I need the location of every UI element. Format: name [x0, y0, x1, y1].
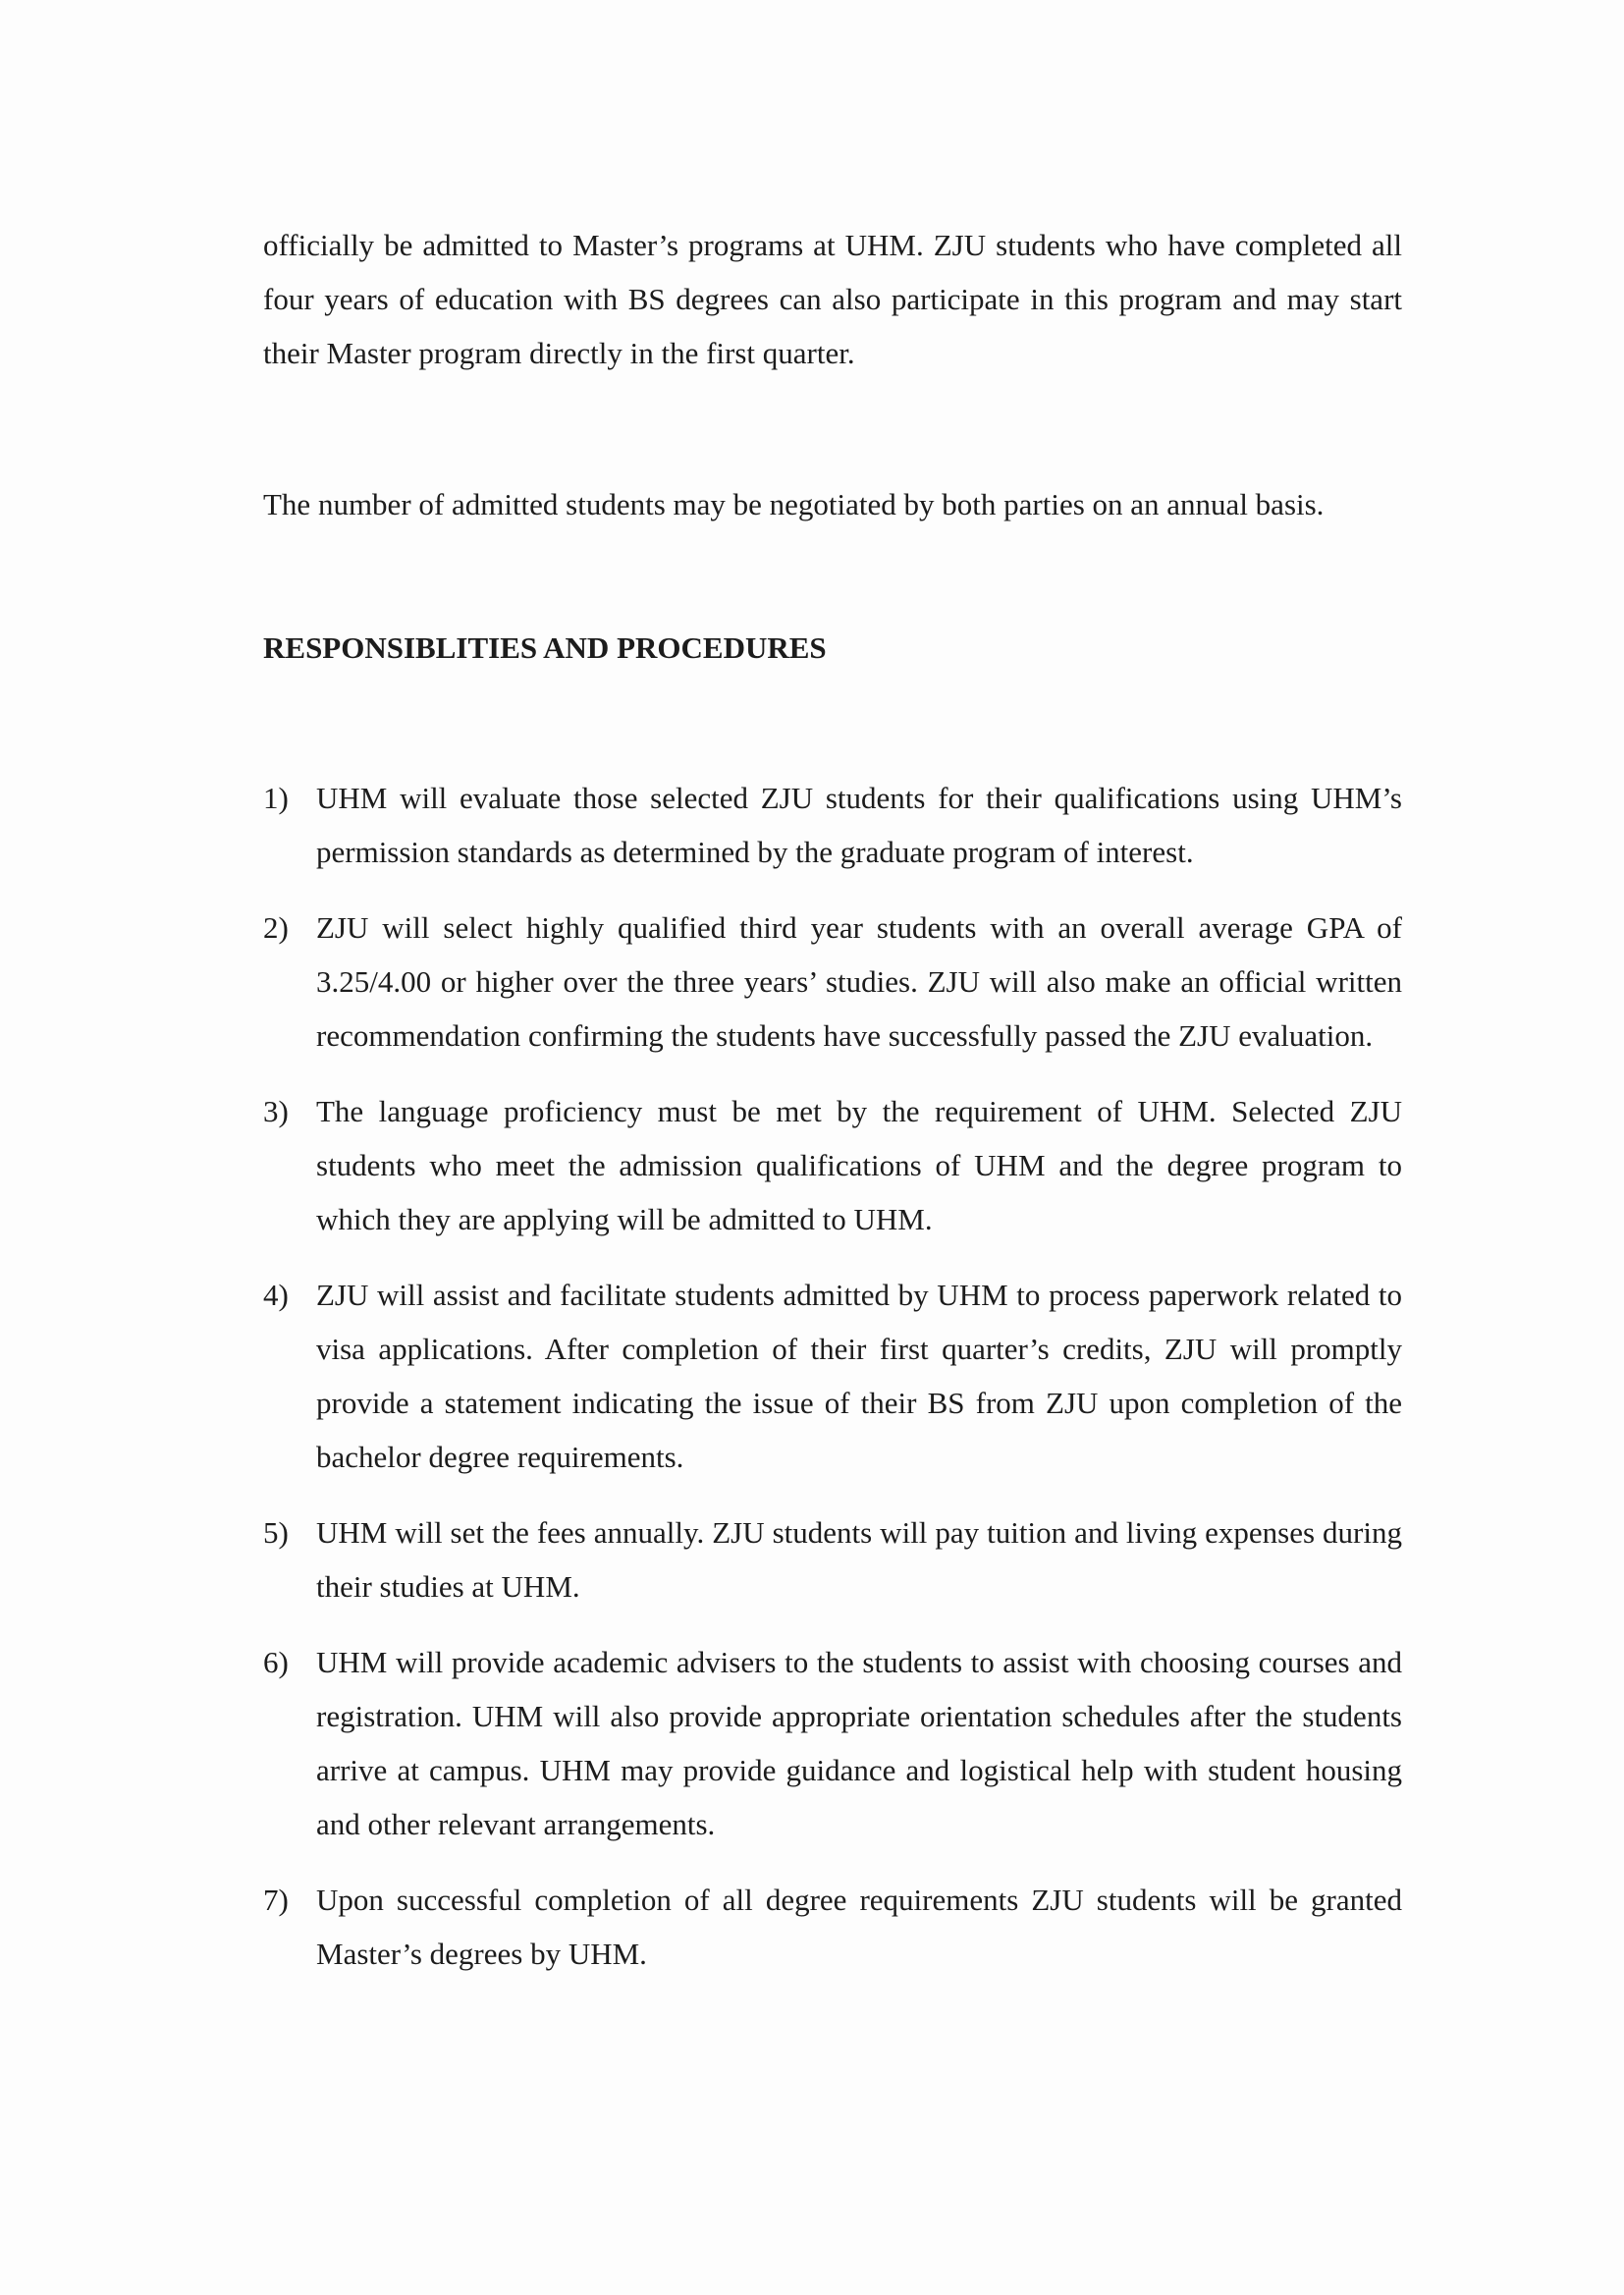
responsibilities-list — [263, 771, 1402, 1981]
list-item-number: 5) — [263, 1515, 289, 1550]
list-item-number: 4) — [263, 1278, 289, 1312]
list-item-number: 2) — [263, 910, 289, 945]
list-item-number: 3) — [263, 1094, 289, 1128]
list-item-text: UHM will provide academic advisers to the students to assist with choosing courses and registration. UHM will also provide appropriate orientation schedules after the students arrive at campus. UHM may provide guidance and logistical help with student housing and other relevant arrangements. — [316, 1645, 1402, 1841]
list-item — [263, 1873, 1402, 1981]
list-item — [263, 1084, 1402, 1246]
list-item-text: ZJU will assist and facilitate students admitted by UHM to process paperwork related to visa applications. After completion of their first quarter’s credits, ZJU will promptly provide a statement indicating the issue of their BS from ZJU upon completion of the bachelor degree requirements. — [316, 1278, 1402, 1474]
list-item — [263, 771, 1402, 879]
list-item-number: 1) — [263, 781, 289, 815]
list-item — [263, 1635, 1402, 1851]
list-item-text: ZJU will select highly qualified third year students with an overall average GPA of 3.25/4.00 or higher over the three years’ studies. ZJU will also make an official written recommendation confirming the students have successfully passed the ZJU evaluation. — [316, 910, 1402, 1053]
list-item-number: 6) — [263, 1645, 289, 1679]
list-item-text: Upon successful completion of all degree requirements ZJU students will be granted Master’s degrees by UHM. — [316, 1883, 1402, 1971]
intro-paragraph: officially be admitted to Master’s programs at UHM. ZJU students who have completed all four years of education with BS degrees can also participate in this program and may start their Master program directly in the first quarter. — [263, 228, 1402, 370]
document-body — [263, 218, 1402, 2002]
section-heading: RESPONSIBLITIES AND PROCEDURES — [263, 630, 827, 665]
list-item — [263, 1505, 1402, 1613]
list-item-text: UHM will evaluate those selected ZJU students for their qualifications using UHM’s permission standards as determined by the graduate program of interest. — [316, 781, 1402, 869]
list-item-number: 7) — [263, 1883, 289, 1917]
admission-number-paragraph: The number of admitted students may be negotiated by both parties on an annual basis. — [263, 487, 1325, 521]
list-item-text: UHM will set the fees annually. ZJU students will pay tuition and living expenses during their studies at UHM. — [316, 1515, 1402, 1604]
list-item — [263, 1268, 1402, 1484]
list-item — [263, 901, 1402, 1063]
list-item-text: The language proficiency must be met by the requirement of UHM. Selected ZJU students who meet the admission qualifications of UHM and the degree program to which they are applying will be admitted to UHM. — [316, 1094, 1402, 1236]
